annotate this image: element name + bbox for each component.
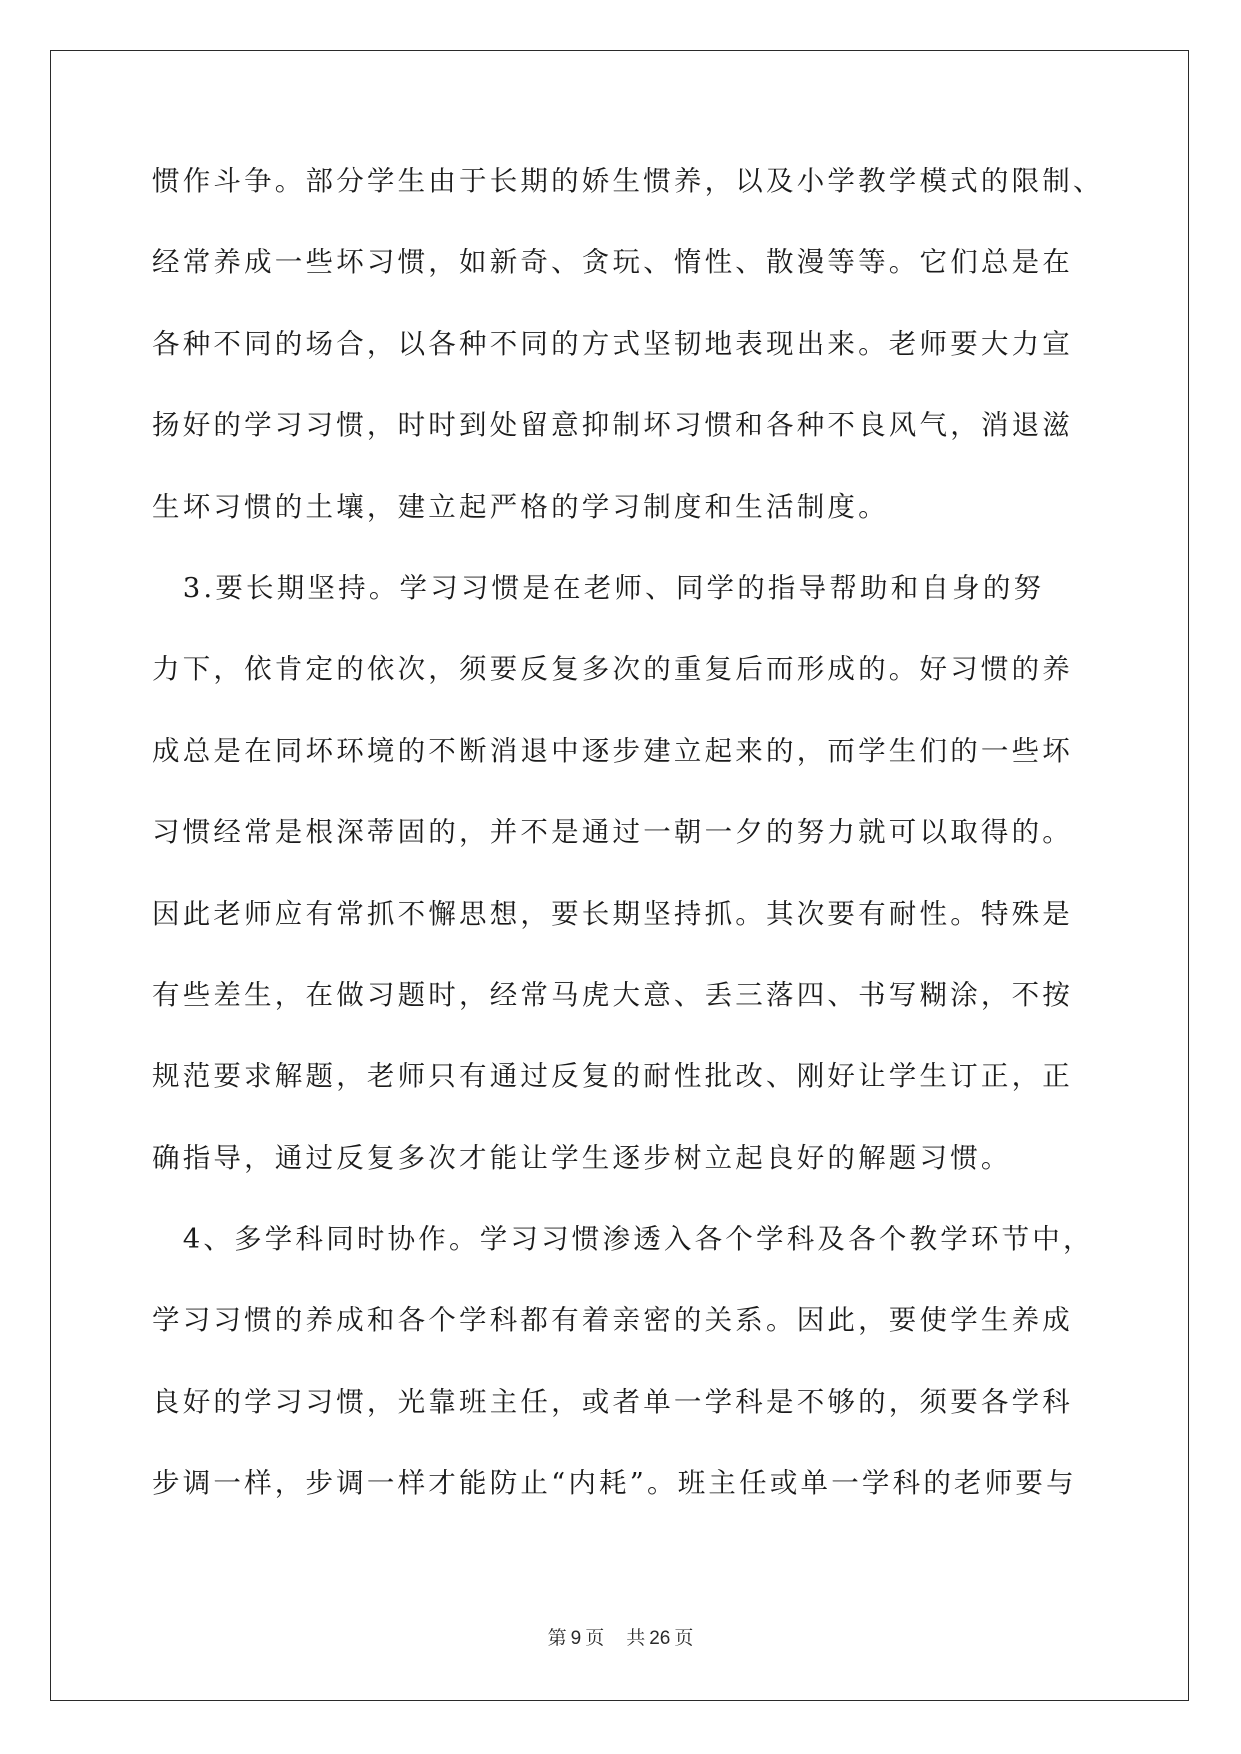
text-line: 生坏习惯的土壤，建立起严格的学习制度和生活制度。 <box>152 490 889 523</box>
text-line: 习惯经常是根深蒂固的，并不是通过一朝一夕的努力就可以取得的。 <box>152 816 1073 849</box>
text-line: 规范要求解题，老师只有通过反复的耐性批改、刚好让学生订正，正 <box>152 1060 1073 1093</box>
text-line: 各种不同的场合，以各种不同的方式坚韧地表现出来。老师要大力宣 <box>152 327 1073 360</box>
paragraph-start-line: 4、多学科同时协作。学习习惯渗透入各个学科及各个教学环节中， <box>152 1223 1094 1256</box>
text-line: 因此老师应有常抓不懈思想，要长期坚持抓。其次要有耐性。特殊是 <box>152 897 1073 930</box>
text-line: 经常养成一些坏习惯，如新奇、贪玩、惰性、散漫等等。它们总是在 <box>152 246 1073 279</box>
paragraph-start-line: 3.要长期坚持。学习习惯是在老师、同学的指导帮助和自身的努 <box>152 571 1045 604</box>
text-line: 确指导，通过反复多次才能让学生逐步树立起良好的解题习惯。 <box>152 1141 1012 1174</box>
page-number: 9 <box>570 1628 582 1649</box>
total-pages: 26 <box>649 1628 671 1649</box>
text-line: 有些差生，在做习题时，经常马虎大意、丢三落四、书写糊涂，不按 <box>152 978 1073 1011</box>
text-line: 步调一样，步调一样才能防止“内耗”。班主任或单一学科的老师要与 <box>152 1467 1077 1500</box>
text-line: 扬好的学习习惯，时时到处留意抑制坏习惯和各种不良风气，消退滋 <box>152 409 1073 442</box>
text-line: 惯作斗争。部分学生由于长期的娇生惯养，以及小学教学模式的限制、 <box>152 165 1104 197</box>
page-prefix: 第 <box>547 1627 567 1649</box>
page-footer <box>0 1623 1241 1650</box>
text-line: 成总是在同坏环境的不断消退中逐步建立起来的，而学生们的一些坏 <box>152 734 1073 767</box>
text-line: 良好的学习习惯，光靠班主任，或者单一学科是不够的，须要各学科 <box>152 1385 1073 1418</box>
page-suffix: 页 <box>585 1627 605 1649</box>
total-suffix: 页 <box>674 1627 694 1649</box>
text-line: 学习习惯的养成和各个学科都有着亲密的关系。因此，要使学生养成 <box>152 1304 1073 1337</box>
document-body <box>152 159 1104 1543</box>
text-line: 力下，依肯定的依次，须要反复多次的重复后而形成的。好习惯的养 <box>152 653 1073 686</box>
total-prefix: 共 <box>626 1627 646 1649</box>
